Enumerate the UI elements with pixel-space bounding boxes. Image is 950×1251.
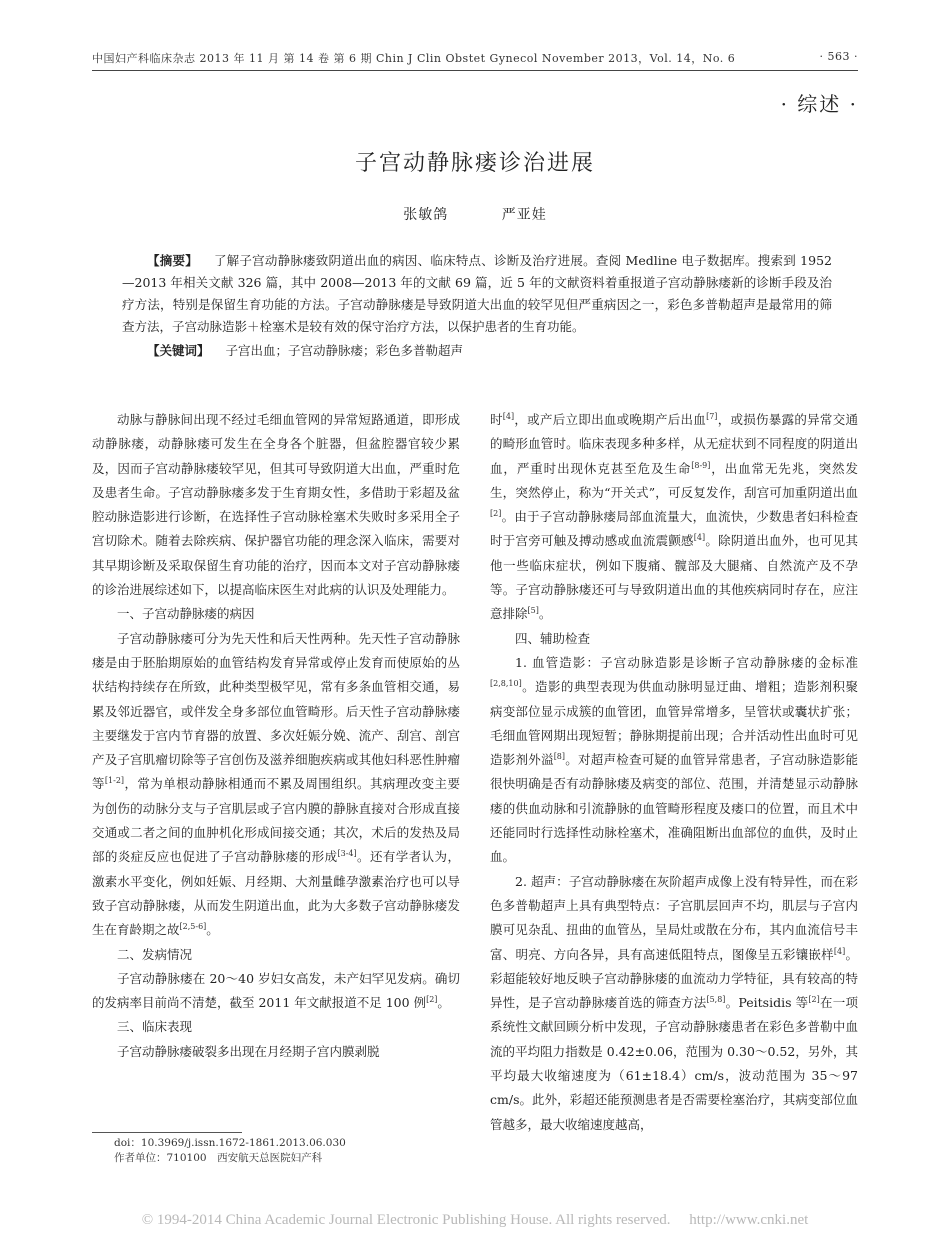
text-run: 1. 血管造影：子宫动脉造影是诊断子宫动静脉瘘的金标准	[515, 654, 858, 670]
text-run: 。	[538, 606, 552, 622]
text-run: ，或产后立即出血或晚期产后出血	[514, 412, 707, 427]
text-run: 子宫动静脉瘘在 20～40 岁妇女高发，未产妇罕见发病。确切的发病率目前尚不清楚，截至 2011 年文献报道不足 100 例	[92, 970, 460, 1011]
text-run: ，常为单根动静脉相通而不累及周围组织。其病理改变主要为创伤的动脉分支与子宫肌层或子宫内膜的静脉直接对合形成直接交通或二者之间的血肿机化形成间接交通；其次，术后的发热及局部的炎症反应也促进了子宫动静脉瘘的形成	[92, 776, 460, 865]
citation: [8-9]	[691, 460, 711, 470]
text-run: 。对超声检查可疑的血管异常患者，子宫动脉造影能很快明确是否有动静脉瘘及病变的部位、范围，并清楚显示动静脉瘘的供血动脉和引流静脉的血管畸形程度及瘘口的位置，而且术中还能同时行选择性动脉栓塞术，准确阻断出血部位的血供，及时止血。	[490, 752, 858, 865]
journal-info: 中国妇产科临床杂志 2013 年 11 月 第 14 卷 第 6 期 Chin J Clin Obstet Gynecol November 2013，Vol. 14，No. 6	[92, 52, 736, 65]
page-number: · 563 ·	[819, 50, 858, 63]
text-run: 。	[437, 995, 450, 1011]
citation: [3-4]	[337, 849, 357, 859]
text-run: 在一项系统性文献回顾分析中发现，子宫动静脉瘘患者在彩色多普勒中血流的平均阻力指数是 0.42±0.06，范围为 0.30～0.52，另外，其平均最大收缩速度为（61±18.4）cm/s，波动范围为 35～97 cm/s。此外，彩超还能预测患者是否需要栓塞治疗，其病变部位血管越多，最大收缩速度越高，	[490, 995, 858, 1132]
abstract-body	[122, 250, 832, 338]
citation: [2]	[490, 509, 502, 519]
citation: [5,8]	[706, 994, 726, 1004]
abstract-label: 【摘要】	[147, 253, 198, 268]
copyright-watermark: © 1994-2014 China Academic Journal Electronic Publishing House. All rights reserved. http://www.cnki.net	[141, 1212, 809, 1228]
section-heading: 四、辅助检查	[515, 630, 591, 646]
citation: [2,8,10]	[490, 679, 522, 689]
header-divider	[92, 70, 858, 71]
body-paragraph	[92, 627, 460, 943]
citation: [2]	[426, 994, 438, 1004]
text-run: 时	[490, 412, 503, 427]
article-title: 子宫动静脉瘘诊治进展	[354, 151, 595, 176]
citation: [4]	[693, 533, 706, 543]
footnote-divider	[92, 1132, 242, 1133]
author-affiliation: 作者单位：710100 西安航天总医院妇产科	[114, 1152, 323, 1164]
body-paragraph	[92, 967, 460, 1016]
right-column	[490, 408, 858, 1137]
section-tag: · 综述 ·	[780, 92, 858, 116]
text-run: 。	[206, 922, 219, 938]
section-heading: 三、临床表现	[117, 1019, 193, 1035]
keywords-text: 子宫出血；子宫动静脉瘘；彩色多普勒超声	[225, 343, 464, 358]
body-paragraph	[490, 408, 858, 627]
author-name: 严亚娃	[501, 207, 547, 223]
doi: doi：10.3969/j.issn.1672-1861.2013.06.030	[114, 1137, 346, 1149]
abstract	[122, 250, 832, 362]
citation: [7]	[706, 411, 718, 421]
section-heading: 一、子宫动静脉瘘的病因	[117, 606, 255, 622]
section-heading: 二、发病情况	[117, 946, 193, 962]
author-name: 张敏鸽	[403, 207, 449, 223]
text-run: 。造影的典型表现为供血动脉明显迂曲、增粗；造影剂积聚病变部位显示成簇的血管团，血管异常增多，呈管状或囊状扩张；毛细血管网期出现短暂；静脉期提前出现；合并活动性出血时可见造影剂外溢	[490, 679, 858, 768]
left-column	[92, 408, 460, 1064]
citation: [4]	[502, 411, 515, 421]
abstract-text: 了解子宫动静脉瘘致阴道出血的病因、临床特点、诊断及治疗进展。查阅 Medline 电子数据库。搜索到 1952—2013 年相关文献 326 篇，其中 2008—2013 年的文献 69 篇，近 5 年的文献资料着重报道子宫动静脉瘘新的诊断手段及治疗方法，特别是保留生育功能的方法。子宫动静脉瘘是导致阴道大出血的较罕见但严重病因之一，彩色多普勒超声是最常用的筛查方法，子宫动脉造影＋栓塞术是较有效的保守治疗方法，以保护患者的生育功能。	[122, 253, 832, 334]
citation: [2]	[808, 994, 820, 1004]
footnote	[114, 1136, 346, 1166]
text-run: ，出血常无先兆，突然发生，突然停止，称为“开关式”，可反复发作，刮宫可加重阴道出血	[490, 460, 858, 500]
body-paragraph: 子宫动静脉瘘破裂多出现在月经期子宫内膜剥脱	[117, 1043, 380, 1059]
keywords	[122, 340, 832, 362]
body-paragraph	[490, 651, 858, 870]
text-run: 2. 超声：子宫动静脉瘘在灰阶超声成像上没有特异性，而在彩色多普勒超声上具有典型特点：子宫肌层回声不均，肌层与子宫内膜可见杂乱、扭曲的血管丛，呈局灶或散在分布，其内血流信号丰富、明亮、方向各异，具有高速低阻特点，图像呈五彩镶嵌样	[490, 873, 858, 962]
citation: [2,5-6]	[179, 922, 207, 932]
citation: [5]	[527, 606, 539, 616]
text-run: 。Peitsidis 等	[725, 995, 809, 1011]
text-run: 。除阴道出血外，也可见其他一些临床症状，例如下腹痛、髋部及大腿痛、自然流产及不孕等。子宫动静脉瘘还可与导致阴道出血的其他疾病同时存在，应注意排除	[490, 533, 858, 622]
author-list	[0, 204, 950, 224]
body-paragraph	[490, 870, 858, 1137]
text-run: 。由于子宫动静脉瘘局部血流量大，血流快，少数患者妇科检查时于宫旁可触及搏动感或血流震颤感	[490, 509, 858, 549]
text-run: 。还有学者认为，激素水平变化，例如妊娠、月经期、大剂量雌孕激素治疗也可以导致子宫动静脉瘘，从而发生阴道出血，此为大多数子宫动静脉瘘发生在育龄期之故	[92, 849, 460, 938]
citation: [8]	[553, 752, 566, 761]
text-run: ，或损伤暴露的异常交通的畸形血管时。临床表现多种多样，从无症状到不同程度的阴道出血，严重时出现休克甚至危及生命	[490, 412, 858, 476]
citation: [4]	[833, 946, 846, 956]
text-run: 。彩超能较好地反映子宫动静脉瘘的血流动力学特征，具有较高的特异性，是子宫动静脉瘘首选的筛查方法	[490, 946, 858, 1011]
text-run: 子宫动静脉瘘可分为先天性和后天性两种。先天性子宫动静脉瘘是由于胚胎期原始的血管结构发育异常或停止发育而使原始的丛状结构持续存在所致，此种类型极罕见，常有多条血管相交通，易累及邻近器官，或伴发全身多部位血管畸形。后天性子宫动静脉瘘主要继发于宫内节育器的放置、多次妊娠分娩、流产、刮宫、剖宫产及子宫肌瘤切除等子宫创伤及滋养细胞疾病或其他妇科恶性肿瘤等	[92, 630, 460, 792]
running-header	[92, 48, 858, 68]
intro-paragraph: 动脉与静脉间出现不经过毛细血管网的异常短路通道，即形成动静脉瘘，动静脉瘘可发生在全身各个脏器，但盆腔器官较少累及，因而子宫动静脉瘘较罕见，但其可导致阴道大出血，严重时危及患者生命。子宫动静脉瘘多发于生育期女性，多借助于彩超及盆腔动脉造影进行诊断，在选择性子宫动脉栓塞术失败时多采用全子宫切除术。随着去除疾病、保护器官功能的理念深入临床，需要对其早期诊断及采取保留生育功能的治疗，因而本文对子宫动静脉瘘的诊治进展综述如下，以提高临床医生对此病的认识及处理能力。	[92, 412, 460, 598]
citation: [1-2]	[104, 776, 125, 786]
keywords-label: 【关键词】	[147, 343, 210, 358]
